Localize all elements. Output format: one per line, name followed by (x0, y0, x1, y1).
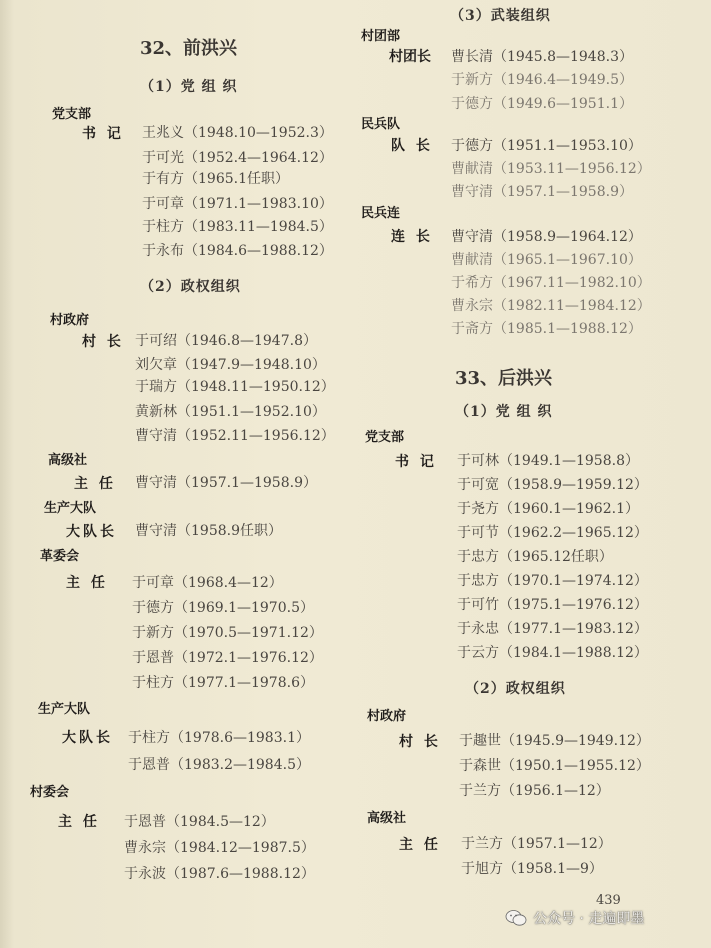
list-item: 于恩普（1983.2—1984.5） (128, 757, 310, 773)
list-item: 于希方（1967.11—1982.10） (451, 275, 651, 291)
section-title-qianhongxing: 32、前洪兴 (140, 38, 238, 59)
page-number: 439 (596, 893, 621, 908)
unit-militia-company: 民兵连 (361, 206, 401, 221)
list-item: 于森世（1950.1—1955.12） (459, 758, 650, 774)
list-item: 于柱方（1978.6—1983.1） (128, 730, 310, 746)
list-item: 王兆义（1948.10—1952.3） (142, 125, 333, 141)
list-item: 于新方（1970.5—1971.12） (132, 625, 323, 641)
unit-village-committee: 村委会 (30, 785, 70, 800)
list-item: 于兰方（1956.1—12） (459, 783, 610, 799)
list-item: 曹守清（1952.11—1956.12） (135, 428, 335, 444)
list-item: 曹守清（1958.9任职） (135, 523, 282, 539)
list-item: 于永布（1984.6—1988.12） (142, 243, 333, 259)
unit-revolutionary-committee: 革委会 (40, 549, 80, 564)
list-item: 于旭方（1958.1—9） (461, 861, 603, 877)
list-item: 曹长清（1945.8—1948.3） (451, 49, 633, 65)
role-director: 主 任 (66, 575, 108, 591)
role-secretary: 书 记 (82, 126, 124, 142)
list-item: 于可宽（1958.9—1959.12） (457, 477, 648, 493)
list-item: 黄新林（1951.1—1952.10） (135, 404, 326, 420)
list-item: 于柱方（1983.11—1984.5） (142, 219, 333, 235)
list-item: 于可竹（1975.1—1976.12） (457, 597, 648, 613)
subsection-armed-org: （3）武装组织 (450, 8, 551, 24)
list-item: 于尧方（1960.1—1962.1） (457, 501, 639, 517)
list-item: 于德方（1969.1—1970.5） (132, 600, 314, 616)
role-director-2: 主 任 (399, 837, 441, 853)
role-secretary-2: 书 记 (395, 454, 437, 470)
subsection-government: （2）政权组织 (140, 279, 241, 295)
list-item: 于可章（1971.1—1983.10） (142, 196, 333, 212)
role-village-head: 村 长 (82, 334, 124, 350)
unit-production-brigade-2: 生产大队 (38, 702, 91, 717)
role-company-commander: 连 长 (391, 229, 433, 245)
list-item: 于永波（1987.6—1988.12） (124, 866, 315, 882)
list-item: 于柱方（1977.1—1978.6） (132, 675, 314, 691)
subsection-party-org-2: （1）党 组 织 (455, 404, 553, 420)
list-item: 于斋方（1985.1—1988.12） (451, 321, 642, 337)
list-item: 曹守清（1958.9—1964.12） (451, 229, 642, 245)
list-item: 于云方（1984.1—1988.12） (457, 645, 648, 661)
list-item: 于德方（1951.1—1953.10） (451, 138, 642, 154)
unit-village-government-2: 村政府 (367, 709, 407, 724)
role-director: 主 任 (74, 476, 116, 492)
subsection-government-2: （2）政权组织 (465, 681, 566, 697)
list-item: 曹献清（1965.1—1967.10） (451, 252, 642, 268)
list-item: 于趣世（1945.9—1949.12） (459, 733, 650, 749)
section-title-houhongxing: 33、后洪兴 (455, 368, 553, 389)
subsection-party-org: （1）党 组 织 (140, 79, 238, 95)
list-item: 于恩普（1972.1—1976.12） (132, 650, 323, 666)
unit-party-branch-2: 党支部 (365, 430, 405, 445)
role-brigade-leader-2: 大队长 (62, 730, 113, 746)
role-director: 主 任 (58, 814, 100, 830)
list-item: 于有方（1965.1任职） (142, 171, 289, 187)
list-item: 于兰方（1957.1—12） (461, 836, 612, 852)
role-village-head-2: 村 长 (399, 734, 441, 750)
wechat-icon (505, 909, 527, 927)
unit-advanced-coop-2: 高级社 (367, 811, 407, 826)
list-item: 于可绍（1946.8—1947.8） (135, 333, 317, 349)
list-item: 于可光（1952.4—1964.12） (142, 150, 333, 166)
list-item: 于忠方（1965.12任职） (457, 549, 613, 565)
list-item: 于可节（1962.2—1965.12） (457, 525, 648, 541)
list-item: 刘欠章（1947.9—1948.10） (135, 357, 326, 373)
role-corps-leader: 村团长 (389, 49, 431, 65)
list-item: 于可章（1968.4—12） (132, 575, 283, 591)
list-item: 于新方（1946.4—1949.5） (451, 72, 633, 88)
list-item: 于恩普（1984.5—12） (124, 814, 275, 830)
list-item: 于永忠（1977.1—1983.12） (457, 621, 648, 637)
list-item: 曹永宗（1982.11—1984.12） (451, 298, 651, 314)
unit-village-corps: 村团部 (361, 29, 401, 44)
unit-militia-team: 民兵队 (361, 117, 401, 132)
role-brigade-leader: 大队长 (66, 524, 117, 540)
list-item: 曹守清（1957.1—1958.9） (451, 184, 633, 200)
list-item: 于忠方（1970.1—1974.12） (457, 573, 648, 589)
list-item: 曹永宗（1984.12—1987.5） (124, 840, 315, 856)
unit-advanced-coop: 高级社 (48, 453, 88, 468)
list-item: 于瑞方（1948.11—1950.12） (135, 379, 335, 395)
list-item: 曹守清（1957.1—1958.9） (135, 475, 317, 491)
watermark (505, 908, 644, 928)
watermark-text: 公众号 · 走遍即墨 (533, 911, 645, 927)
list-item: 曹献清（1953.11—1956.12） (451, 161, 651, 177)
list-item: 于可林（1949.1—1958.8） (457, 453, 639, 469)
role-team-leader: 队 长 (391, 138, 433, 154)
unit-party-branch: 党支部 (52, 107, 92, 122)
list-item: 于德方（1949.6—1951.1） (451, 96, 633, 112)
unit-production-brigade: 生产大队 (44, 501, 97, 516)
unit-village-government: 村政府 (50, 313, 90, 328)
